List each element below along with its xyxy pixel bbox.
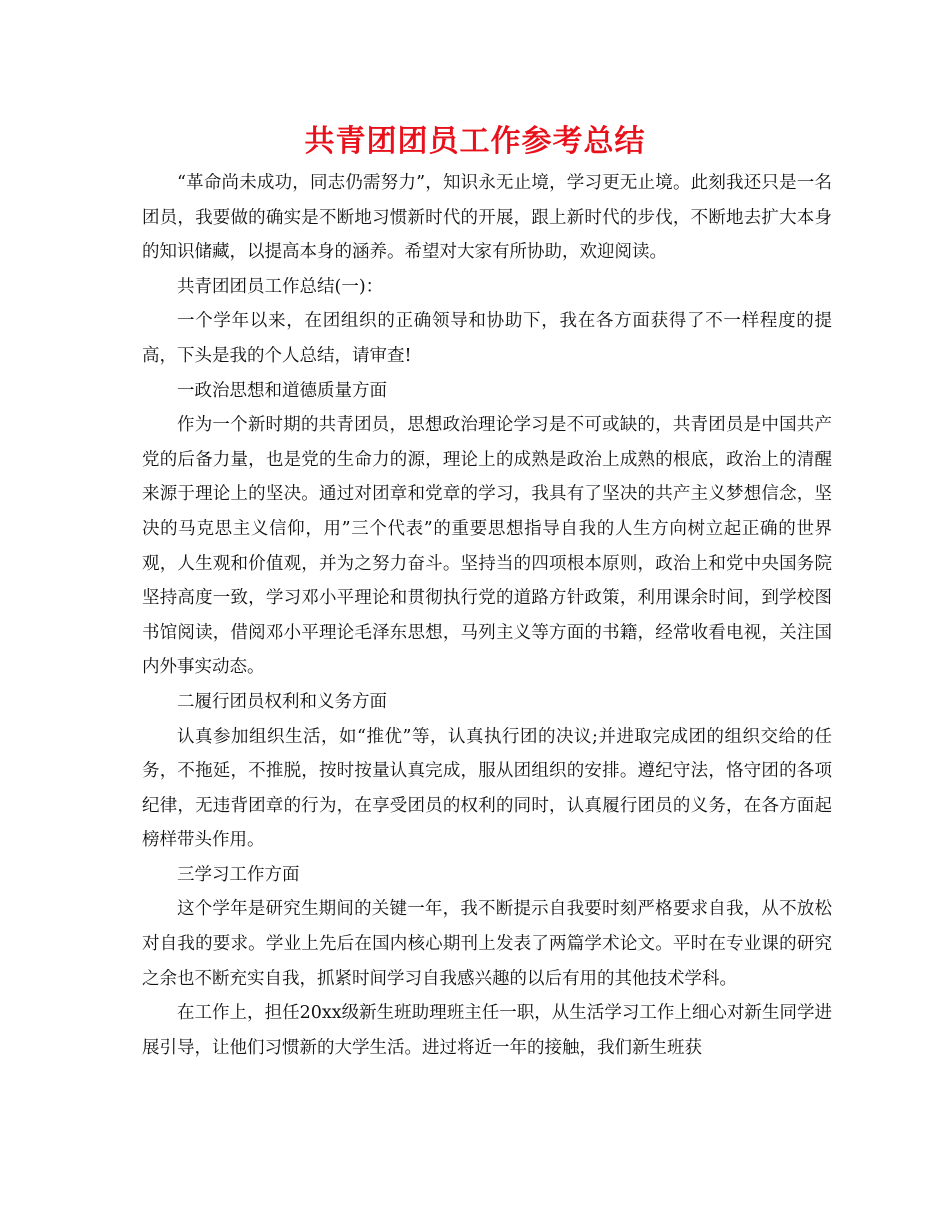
body-paragraph: 在工作上，担任20xx级新生班助理班主任一职，从生活学习工作上细心对新生同学进展引导，让他们习惯新的大学生活。进过将近一年的接触，我们新生班获	[142, 1003, 832, 1058]
body-paragraph: 这个学年是研究生期间的关键一年，我不断提示自我要时刻严格要求自我，从不放松对自我的要求。学业上先后在国内核心期刊上发表了两篇学术论文。平时在专业课的研究之余也不断充实自我，抓紧时间学习自我感兴趣的以后有用的其他技术学科。	[142, 899, 832, 989]
section-heading: 共青团团员工作总结(一)：	[177, 276, 384, 297]
body-paragraph: 认真参加组织生活，如“推优”等，认真执行团的决议;并进取完成团的组织交给的任务，不拖延，不推脱，按时按量认真完成，服从团组织的安排。遵纪守法，恪守团的各项纪律，无违背团章的行为，在享受团员的权利的同时，认真履行团员的义务，在各方面起榜样带头作用。	[142, 726, 832, 851]
intro-paragraph: “革命尚未成功，同志仍需努力”，知识永无止境，学习更无止境。此刻我还只是一名团员，我要做的确实是不断地习惯新时代的开展，跟上新时代的步伐，不断地去扩大本身的知识储藏，以提高本身的涵养。希望对大家有所协助，欢迎阅读。	[142, 173, 832, 263]
subsection-heading: 二履行团员权利和义务方面	[177, 691, 387, 712]
document-body	[142, 166, 832, 1065]
document-title: 共青团团员工作参考总结	[304, 124, 646, 159]
subsection-heading: 一政治思想和道德质量方面	[177, 380, 387, 401]
body-paragraph: 一个学年以来，在团组织的正确领导和协助下，我在各方面获得了不一样程度的提高，下头是我的个人总结，请审查!	[142, 311, 832, 366]
subsection-heading: 三学习工作方面	[177, 864, 300, 885]
body-paragraph: 作为一个新时期的共青团员，思想政治理论学习是不可或缺的，共青团员是中国共产党的后备力量，也是党的生命力的源，理论上的成熟是政治上成熟的根底，政治上的清醒来源于理论上的坚决。通过对团章和党章的学习，我具有了坚决的共产主义梦想信念，坚决的马克思主义信仰，用”三个代表”的重要思想指导自我的人生方向树立起正确的世界观，人生观和价值观，并为之努力奋斗。坚持当的四项根本原则，政治上和党中央国务院坚持高度一致，学习邓小平理论和贯彻执行党的道路方针政策，利用课余时间，到学校图书馆阅读，借阅邓小平理论毛泽东思想，马列主义等方面的书籍，经常收看电视，关注国内外事实动态。	[142, 415, 832, 678]
